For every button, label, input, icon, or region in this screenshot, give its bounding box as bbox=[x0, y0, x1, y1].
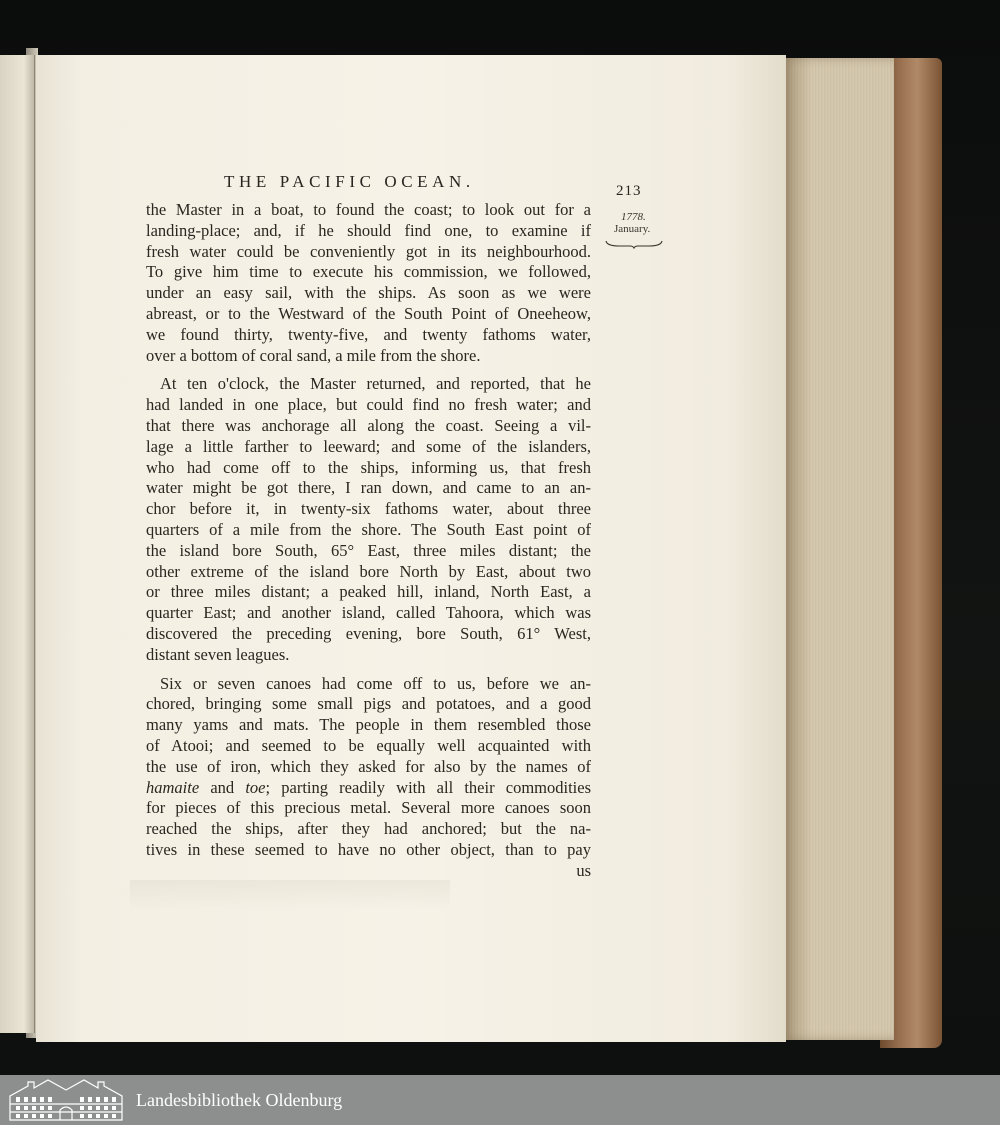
text-line: had landed in one place, but could find no fresh water; and bbox=[146, 395, 591, 415]
text-line: reached the ships, after they had anchored; but the na- bbox=[146, 819, 591, 839]
text-line: the use of iron, which they asked for also by the names of bbox=[146, 756, 591, 776]
library-name: Landesbibliothek Oldenburg bbox=[136, 1089, 343, 1110]
text-line: many yams and mats. The people in them resembled those bbox=[146, 715, 591, 735]
text-line: abreast, or to the Westward of the South Point of Oneeheow, bbox=[146, 303, 591, 323]
page-stack-shadow bbox=[782, 58, 812, 1040]
margin-brace-icon bbox=[605, 239, 663, 249]
page-number: 213 bbox=[616, 183, 642, 199]
margin-note-month: January. bbox=[614, 223, 651, 235]
text-line: chor before it, in twenty-six fathoms water, about three bbox=[146, 499, 591, 519]
text-line: of Atooi; and seemed to be equally well acquainted with bbox=[146, 735, 591, 755]
left-page bbox=[0, 55, 35, 1033]
paragraph-gap bbox=[146, 366, 591, 374]
running-head: THE PACIFIC OCEAN. bbox=[224, 172, 475, 191]
text-line: other extreme of the island bore North by East, about two bbox=[146, 561, 591, 581]
text-line: water might be got there, I ran down, and came to an an- bbox=[146, 478, 591, 498]
text-line: hamaite and toe; parting readily with all their commodities bbox=[146, 777, 591, 797]
text-line: fresh water could be conveniently got in its neighbourhood. bbox=[146, 241, 591, 261]
text-line: To give him time to execute his commission, we followed, bbox=[146, 262, 591, 282]
library-footer-bar bbox=[0, 1075, 1000, 1125]
library-building-logo-icon bbox=[8, 1078, 124, 1122]
text-line: tives in these seemed to have no other object, than to pay bbox=[146, 839, 591, 859]
text-line: landing-place; and, if he should find one, to examine if bbox=[146, 220, 591, 240]
margin-note-year: 1778. bbox=[621, 211, 646, 223]
text-line: that there was anchorage all along the coast. Seeing a vil- bbox=[146, 415, 591, 435]
text-line: Six or seven canoes had come off to us, before we an- bbox=[160, 673, 591, 693]
text-line: At ten o'clock, the Master returned, and reported, that he bbox=[160, 374, 591, 394]
text-line: quarters of a mile from the shore. The South East point of bbox=[146, 519, 591, 539]
text-line: the island bore South, 65° East, three miles distant; the bbox=[146, 540, 591, 560]
paragraph-gap bbox=[146, 666, 591, 674]
text-line: for pieces of this precious metal. Several more canoes soon bbox=[146, 798, 591, 818]
text-line: or three miles distant; a peaked hill, inland, North East, a bbox=[146, 582, 591, 602]
text-line: discovered the preceding evening, bore South, 61° West, bbox=[146, 623, 591, 643]
show-through-bleed bbox=[130, 880, 450, 910]
text-line: under an easy sail, with the ships. As soon as we were bbox=[146, 283, 591, 303]
text-line: quarter East; and another island, called Tahoora, which was bbox=[146, 603, 591, 623]
text-line: distant seven leagues. bbox=[146, 644, 290, 664]
text-line: we found thirty, twenty-five, and twenty fathoms water, bbox=[146, 324, 591, 344]
text-line: the Master in a boat, to found the coast; to look out for a bbox=[146, 200, 591, 219]
body-text bbox=[146, 200, 591, 882]
text-line: chored, bringing some small pigs and potatoes, and a good bbox=[146, 694, 591, 714]
text-line: lage a little farther to leeward; and some of the islanders, bbox=[146, 436, 591, 456]
catchword: us bbox=[576, 860, 591, 880]
text-line: who had come off to the ships, informing us, that fresh bbox=[146, 457, 591, 477]
text-line: over a bottom of coral sand, a mile from the shore. bbox=[146, 345, 481, 365]
